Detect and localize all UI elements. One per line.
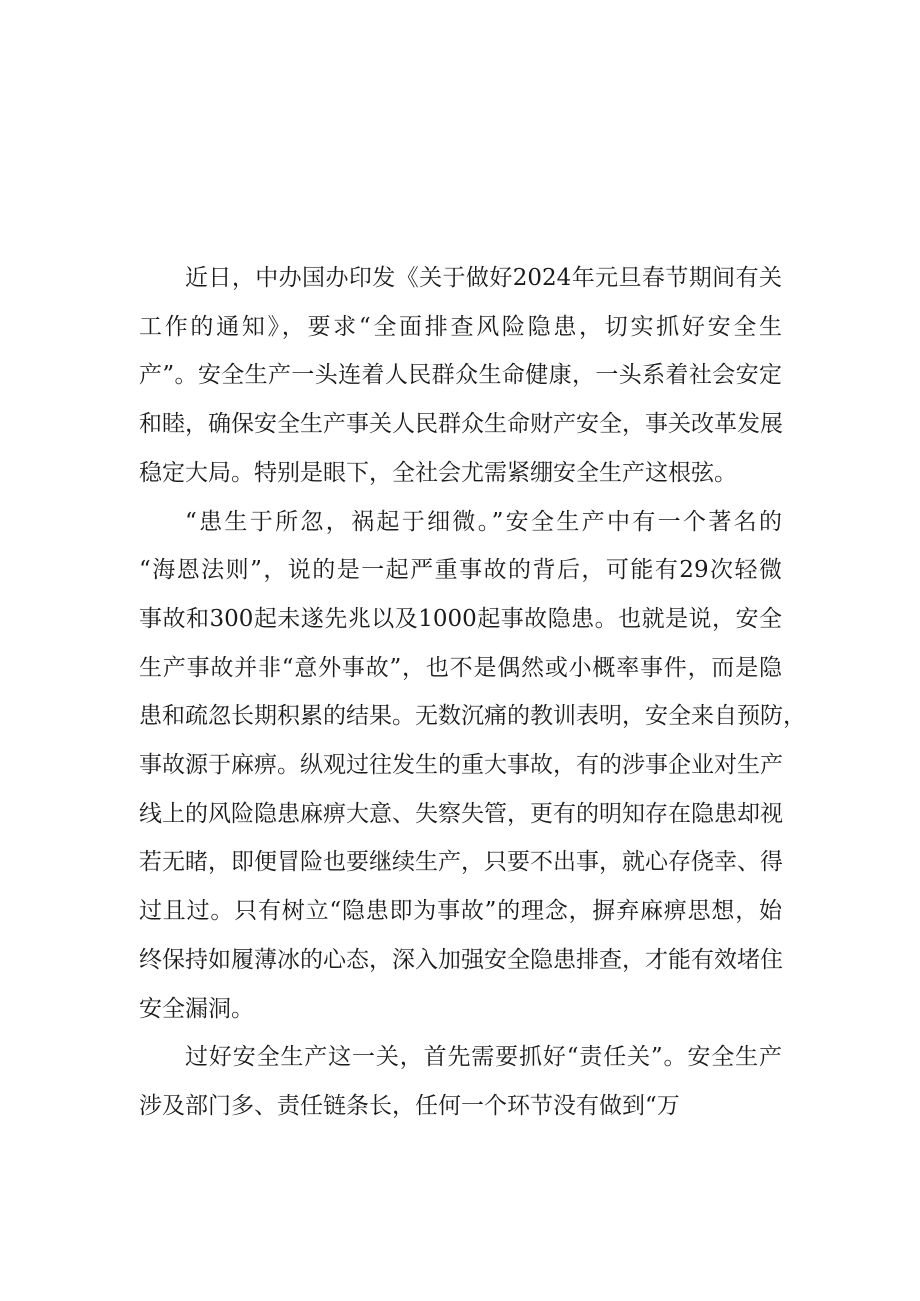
text-line: 若无睹，即便冒险也要继续生产，只要不出事，就心存侥幸、得 — [139, 849, 783, 876]
text-line: 事故和300起未遂先兆以及1000起事故隐患。也就是说，安全 — [139, 605, 782, 632]
text-line: 安全漏洞。 — [139, 995, 254, 1022]
text-line: 涉及部门多、责任链条长，任何一个环节没有做到“万 — [139, 1092, 680, 1119]
document-body — [139, 254, 806, 1131]
text-line: 患和疏忽长期积累的结果。无数沉痛的教训表明，安全来自预防， — [139, 703, 806, 730]
text-line: 产”。安全生产一头连着人民群众生命健康，一头系着社会安定 — [139, 362, 782, 389]
text-line: 工作的通知》，要求“全面排查风险隐患，切实抓好安全生 — [139, 313, 782, 340]
text-line: 过且过。只有树立“隐患即为事故”的理念，摒弃麻痹思想，始 — [139, 898, 782, 925]
paragraph-3 — [139, 1033, 782, 1130]
text-line: 稳定大局。特别是眼下，全社会尤需紧绷安全生产这根弦。 — [139, 459, 737, 486]
text-line: “患生于所忽，祸起于细微。”安全生产中有一个著名的 — [185, 508, 782, 535]
text-line: 生产事故并非“意外事故”，也不是偶然或小概率事件，而是隐 — [139, 654, 782, 681]
text-line: 近日，中办国办印发《关于做好2024年元旦春节期间有关 — [185, 265, 782, 291]
text-line: 线上的风险隐患麻痹大意、失察失管，更有的明知存在隐患却视 — [139, 800, 783, 827]
text-line: 和睦，确保安全生产事关人民群众生命财产安全，事关改革发展 — [139, 411, 783, 438]
text-line: 过好安全生产这一关，首先需要抓好“责任关”。安全生产 — [185, 1044, 782, 1071]
text-line: 终保持如履薄冰的心态，深入加强安全隐患排查，才能有效堵住 — [139, 946, 783, 973]
paragraph-2 — [139, 498, 806, 1034]
text-line: “海恩法则”，说的是一起严重事故的背后，可能有29次轻微 — [139, 557, 782, 584]
paragraph-1 — [139, 254, 782, 498]
text-line: 事故源于麻痹。纵观过往发生的重大事故，有的涉事企业对生产 — [139, 752, 783, 779]
